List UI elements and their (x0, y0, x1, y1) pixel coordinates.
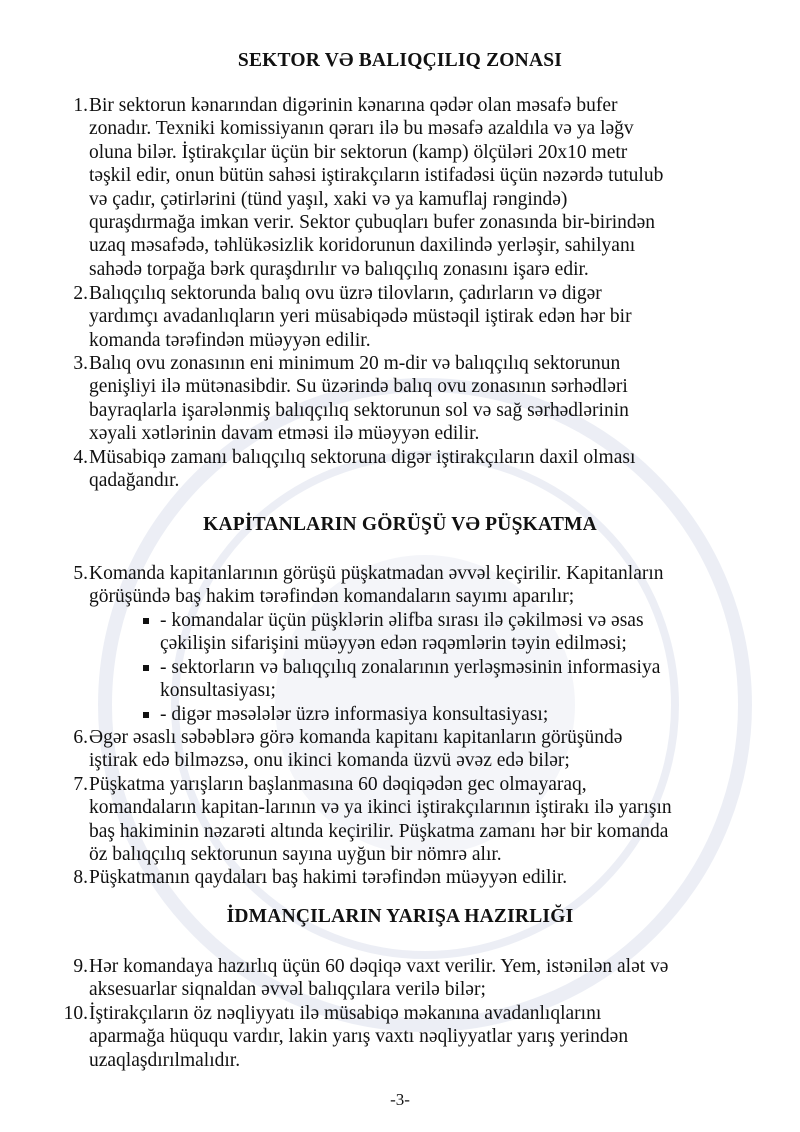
item-text: Bir sektorun kənarından digərinin kənarına qədər olan məsafə bufer zonadır. Texniki komissiyanın qərarı ilə bu məsafə azaldıla və ya ləğv oluna bilər. İştirakçılar üçün bir sektorun (kamp) ölçüləri 20x10 metr təşkil edir, onun bütün sahəsi iştirakçıların istifadəsi üçün nəzərdə tutulub və çadır, çətirlərini (tünd yaşıl, xaki və ya kamuflaj rəngində) quraşdırmağa imkan verir. Sektor çubuqları bufer zonasında bir-birindən uzaq məsafədə, təhlükəsizlik koridorunun daxilində yerləşir, sahilyanı sahədə torpağa bərk quraşdırılır və balıqçılıq zonasını işarə edir. (89, 95, 664, 280)
item-text: Hər komandaya hazırlıq üçün 60 dəqiqə vaxt verilir. Yem, istənilən alət və aksesuarlar siqnaldan əvvəl balıqçılara verilə bilər; (89, 956, 669, 1001)
bullet-square-icon (143, 712, 149, 718)
section-title-sector: SEKTOR VƏ BALIQÇILIQ ZONASI (237, 50, 563, 71)
item-text: İştirakçıların öz nəqliyyatı ilə müsabiqə məkanına avadanlıqlarını aparmağa hüququ vardır, lakin yarış vaxtı nəqliyyatlar yarış yerindən uzaqlaşdırılmalıdır. (89, 1003, 629, 1071)
section-title-preparation: İDMANÇILARIN YARIŞA HAZIRLIĞI (226, 906, 574, 927)
item-number: 1. (73, 95, 88, 116)
page-number: -3- (390, 1090, 410, 1109)
bullet-item: - digər məsələlər üzrə informasiya konsultasiyası; (140, 703, 740, 726)
section-title-captains: KAPİTANLARIN GÖRÜŞÜ VƏ PÜŞKATMA (203, 514, 597, 535)
item-number: 4. (73, 447, 88, 468)
item-text: Komanda kapitanlarının görüşü püşkatmadan əvvəl keçirilir. Kapitanların görüşündə baş hakim tərəfindən komandaların sayımı aparılır; (89, 563, 664, 608)
item-text: Balıq ovu zonasının eni minimum 20 m-dir və balıqçılıq sektorunun genişliyi ilə mütənasibdir. Su üzərində balıq ovu zonasının sərhədləri bayraqlarla işarələnmiş balıqçılıq sektorunun sol və sağ sərhədlərinin xəyali xətlərinin davam etməsi ilə müəyyən edilir. (89, 353, 629, 445)
item-number: 9. (73, 956, 88, 977)
bullet-item: - sektorların və balıqçılıq zonalarının yerləşməsinin informasiya konsultasiyası; (140, 656, 740, 703)
bullet-square-icon (143, 665, 149, 671)
item-text: Müsabiqə zamanı balıqçılıq sektoruna digər iştirakçıların daxil olması qadağandır. (89, 447, 636, 492)
item-text: Püşkatma yarışların başlanmasına 60 dəqiqədən gec olmayaraq, komandaların kapitan-larının və ya ikinci iştirakçılarının iştirakı ilə yarışın baş hakiminin nəzarəti altında keçirilir. Püşkatma zamanı hər bir komanda öz balıqçılıq sektorunun sayına uyğun bir nömrə alır. (89, 774, 672, 866)
bullet-list (140, 609, 740, 726)
item-number: 10. (63, 1003, 88, 1024)
item-number: 5. (73, 563, 88, 584)
item-number: 7. (73, 774, 88, 795)
item-number: 3. (73, 353, 88, 374)
item-text: Əgər əsaslı səbəblərə görə komanda kapitanı kapitanların görüşündə iştirak edə bilməzsə, onu ikinci komanda üzvü əvəz edə bilər; (89, 727, 623, 772)
item-text: Balıqçılıq sektorunda balıq ovu üzrə tilovların, çadırların və digər yardımçı avadanlıqların yeri müsabiqədə müstəqil iştirak edən hər bir komanda tərəfindən müəyyən edilir. (89, 283, 632, 351)
bullet-item: - komandalar üçün püşklərin əlifba sırası ilə çəkilməsi və əsas çəkilişin sifarişini müəyyən edən rəqəmlərin təyin edilməsi; (140, 609, 740, 656)
item-number: 2. (73, 283, 88, 304)
item-text: Püşkatmanın qaydaları baş hakimi tərəfindən müəyyən edilir. (89, 867, 568, 888)
bullet-square-icon (143, 618, 149, 624)
item-number: 6. (73, 727, 88, 748)
item-number: 8. (73, 867, 88, 888)
